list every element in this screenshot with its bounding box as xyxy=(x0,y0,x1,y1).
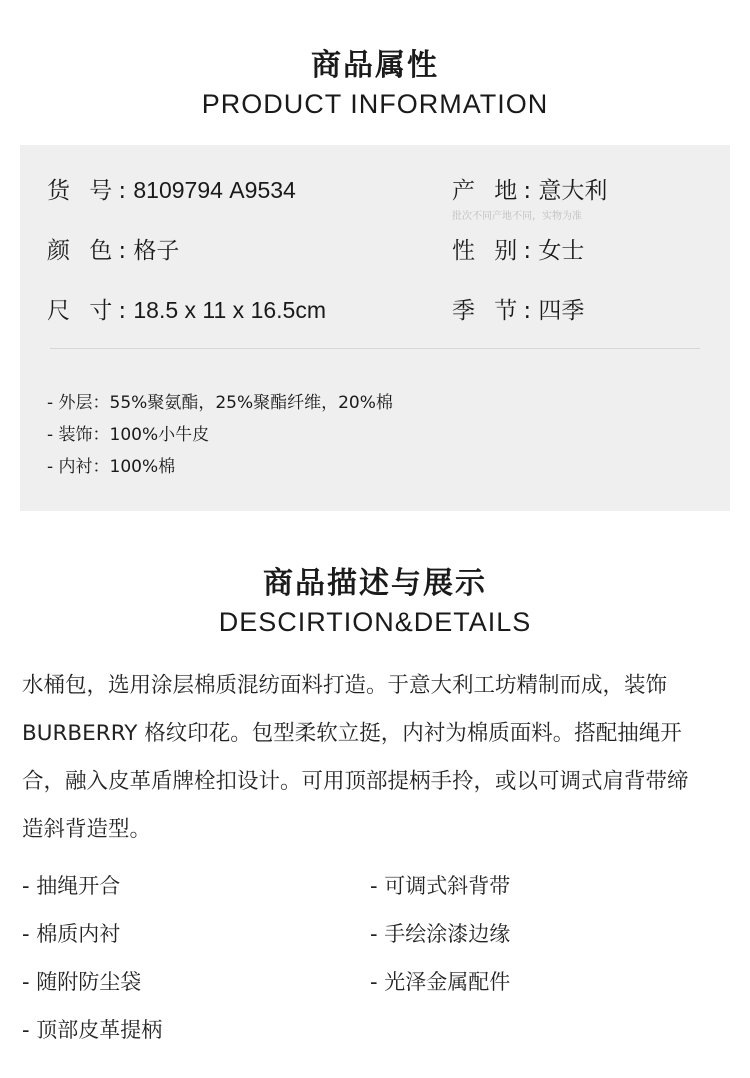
description-heading-cn: 商品描述与展示 xyxy=(263,566,487,601)
attr-separator: : xyxy=(118,178,127,204)
attr-gender xyxy=(452,232,584,265)
description-line: 合，融入皮革盾牌栓扣设计。可用顶部提柄手拎，或以可调式肩背带缔 xyxy=(22,769,689,794)
attr-item-number xyxy=(47,172,296,205)
attr-key: 产 地 xyxy=(452,178,524,204)
origin-note: 批次不同产地不同，实物为准 xyxy=(452,211,582,222)
attr-key: 颜 色 xyxy=(47,238,119,264)
attr-separator: : xyxy=(523,298,532,324)
description-line: BURBERRY 格纹印花。包型柔软立挺，内衬为棉质面料。搭配抽绳开 xyxy=(22,721,682,746)
attr-key: 季 节 xyxy=(452,298,524,324)
attr-separator: : xyxy=(523,238,532,264)
attr-value: 意大利 xyxy=(538,177,608,203)
product-info-heading-cn: 商品属性 xyxy=(311,48,439,83)
attr-value: 女士 xyxy=(538,237,585,263)
attr-origin xyxy=(452,172,607,205)
attr-color xyxy=(47,232,179,265)
feature-painted-edges: - 手绘涂漆边缘 xyxy=(370,922,511,946)
attr-separator: : xyxy=(118,238,127,264)
product-info-heading-en: PRODUCT INFORMATION xyxy=(201,89,549,119)
attr-value: 四季 xyxy=(538,297,585,323)
feature-adjustable-strap: - 可调式斜背带 xyxy=(370,874,511,898)
description-line: 水桶包，选用涂层棉质混纺面料打造。于意大利工坊精制而成，装饰 xyxy=(22,673,668,698)
feature-dust-bag: - 随附防尘袋 xyxy=(22,970,142,994)
description-title-cn xyxy=(0,558,750,602)
attr-season xyxy=(452,292,584,325)
description-paragraph xyxy=(22,662,734,854)
product-info-title-cn xyxy=(0,40,750,84)
attr-value: 18.5 x 11 x 16.5cm xyxy=(133,297,326,323)
attr-value: 格子 xyxy=(133,237,180,263)
product-info-title-en xyxy=(0,89,750,120)
material-lining: - 内衬：100%棉 xyxy=(47,457,176,477)
attr-separator: : xyxy=(118,298,127,324)
attr-separator: : xyxy=(523,178,532,204)
attr-key: 性 别 xyxy=(452,238,524,264)
material-trim: - 装饰：100%小牛皮 xyxy=(47,425,210,445)
attr-value: 8109794 A9534 xyxy=(133,177,296,203)
attr-key: 货 号 xyxy=(47,178,119,204)
feature-leather-handle: - 顶部皮革提柄 xyxy=(22,1018,163,1042)
product-info-panel xyxy=(20,145,730,511)
attr-key: 尺 寸 xyxy=(47,298,119,324)
material-outer: - 外层：55%聚氨酯，25%聚酯纤维，20%棉 xyxy=(47,393,393,413)
description-title-en xyxy=(0,607,750,638)
feature-metal-hardware: - 光泽金属配件 xyxy=(370,970,511,994)
description-line: 造斜背造型。 xyxy=(22,817,152,842)
feature-drawstring: - 抽绳开合 xyxy=(22,874,121,898)
feature-cotton-lining: - 棉质内衬 xyxy=(22,922,121,946)
divider xyxy=(50,348,700,349)
attr-size xyxy=(47,292,326,325)
description-heading-en: DESCIRTION&DETAILS xyxy=(218,607,532,637)
